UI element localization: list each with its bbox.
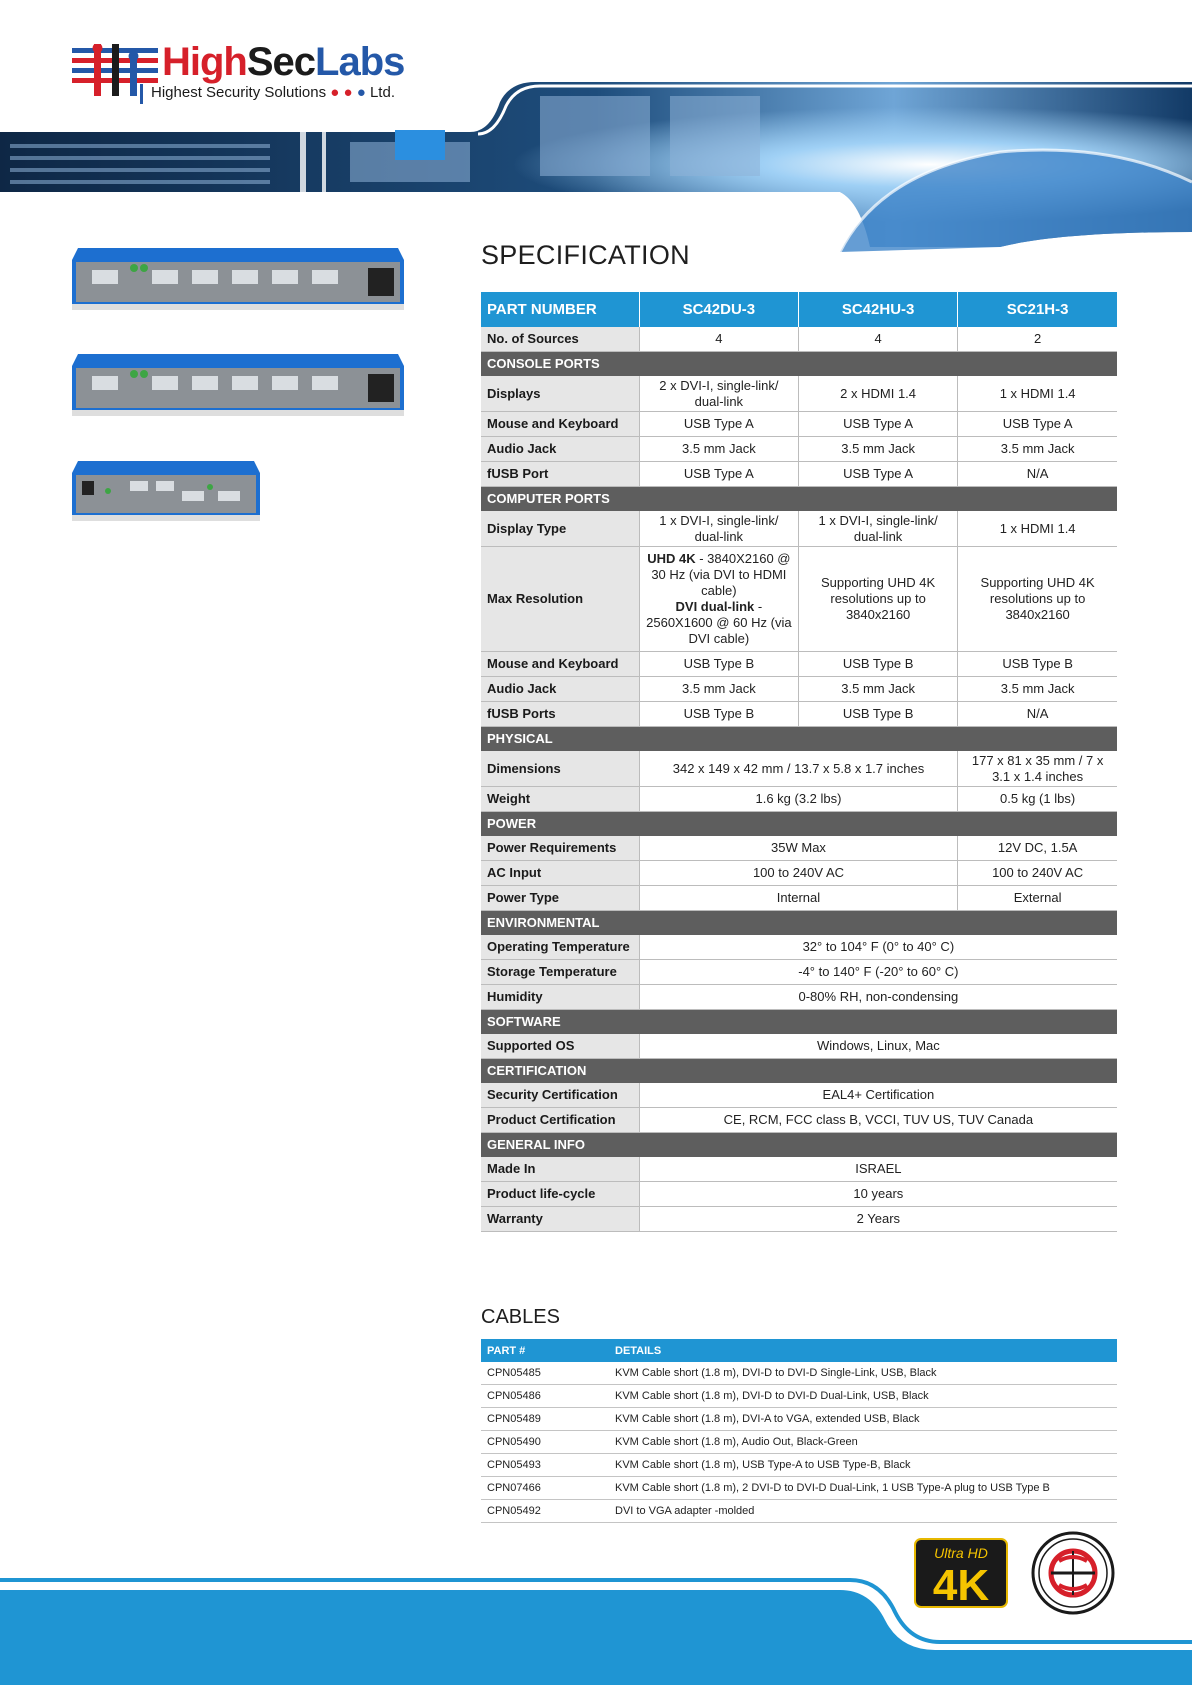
product-image-sc42hu xyxy=(72,354,404,416)
table-row xyxy=(481,1108,1117,1133)
table-cell: 2 Years xyxy=(639,1207,1117,1232)
row-label: Mouse and Keyboard xyxy=(481,652,639,677)
row-label: Humidity xyxy=(481,985,639,1010)
part-number: CPN05489 xyxy=(481,1408,609,1431)
table-row xyxy=(481,1207,1117,1232)
row-label: Audio Jack xyxy=(481,677,639,702)
table-cell: USB Type B xyxy=(639,702,798,727)
cables-header-cell: PART # xyxy=(481,1339,609,1362)
section-header xyxy=(481,487,1117,512)
table-row xyxy=(481,437,1117,462)
section-title: GENERAL INFO xyxy=(481,1133,1117,1158)
part-details: KVM Cable short (1.8 m), DVI-D to DVI-D Dual-Link, USB, Black xyxy=(609,1385,1117,1408)
common-criteria-icon xyxy=(1031,1531,1115,1615)
part-details: KVM Cable short (1.8 m), 2 DVI-D to DVI-D Dual-Link, 1 USB Type-A plug to USB Type B xyxy=(609,1477,1117,1500)
section-header xyxy=(481,352,1117,377)
section-title: COMPUTER PORTS xyxy=(481,487,1117,512)
table-cell: USB Type A xyxy=(798,462,957,487)
section-title: PHYSICAL xyxy=(481,727,1117,752)
table-cell: External xyxy=(958,886,1117,911)
table-cell: 2 x HDMI 1.4 xyxy=(798,376,957,412)
table-cell: 342 x 149 x 42 mm / 13.7 x 5.8 x 1.7 inches xyxy=(639,751,958,787)
dvi-bold-label: DVI dual-link xyxy=(675,599,755,614)
row-label: Displays xyxy=(481,376,639,412)
spec-header-cell: SC42DU-3 xyxy=(639,292,798,327)
fourk-text: 4K xyxy=(932,1561,990,1608)
table-cell: USB Type A xyxy=(639,412,798,437)
spec-header-cell: PART NUMBER xyxy=(481,292,639,327)
uhd-bold-label: UHD 4K xyxy=(647,551,696,566)
product-image-sc42du xyxy=(72,248,404,310)
section-title: ENVIRONMENTAL xyxy=(481,911,1117,936)
table-row xyxy=(481,462,1117,487)
table-cell: 3.5 mm Jack xyxy=(639,677,798,702)
table-row xyxy=(481,1500,1117,1523)
table-row xyxy=(481,1385,1117,1408)
row-label: No. of Sources xyxy=(481,327,639,352)
table-cell: 4 xyxy=(798,327,957,352)
part-details: KVM Cable short (1.8 m), DVI-D to DVI-D Single-Link, USB, Black xyxy=(609,1362,1117,1385)
header-banner xyxy=(0,82,1192,252)
table-row xyxy=(481,1454,1117,1477)
table-row xyxy=(481,1182,1117,1207)
part-number: CPN07466 xyxy=(481,1477,609,1500)
logo-wordmark: HighSecLabs xyxy=(162,40,405,84)
table-cell: 1 x DVI-I, single-link/ dual-link xyxy=(798,511,957,547)
table-cell: USB Type A xyxy=(958,412,1117,437)
product-image-sc21h xyxy=(72,461,260,521)
table-row xyxy=(481,327,1117,352)
logo-tagline: Highest Security Solutions ● ● ● Ltd. xyxy=(140,84,395,104)
row-label: fUSB Port xyxy=(481,462,639,487)
specification-table xyxy=(481,292,1117,1232)
table-cell: USB Type B xyxy=(639,652,798,677)
table-cell: 32° to 104° F (0° to 40° C) xyxy=(639,935,1117,960)
dvi-detail: - 2560X1600 @ 60 Hz (via DVI cable) xyxy=(646,599,792,646)
table-row xyxy=(481,1362,1117,1385)
table-cell: 1.6 kg (3.2 lbs) xyxy=(639,787,958,812)
table-row xyxy=(481,1034,1117,1059)
table-row xyxy=(481,935,1117,960)
spec-header-row xyxy=(481,292,1117,327)
table-row xyxy=(481,960,1117,985)
row-label: Power Type xyxy=(481,886,639,911)
row-label: Dimensions xyxy=(481,751,639,787)
table-cell: 3.5 mm Jack xyxy=(798,437,957,462)
table-cell: -4° to 140° F (-20° to 60° C) xyxy=(639,960,1117,985)
table-row xyxy=(481,376,1117,412)
section-header xyxy=(481,911,1117,936)
row-label: fUSB Ports xyxy=(481,702,639,727)
row-label: Supported OS xyxy=(481,1034,639,1059)
table-cell: USB Type B xyxy=(958,652,1117,677)
part-details: KVM Cable short (1.8 m), DVI-A to VGA, extended USB, Black xyxy=(609,1408,1117,1431)
ultra-hd-text: Ultra HD xyxy=(934,1545,988,1561)
table-cell: 1 x HDMI 1.4 xyxy=(958,376,1117,412)
cables-header-cell: DETAILS xyxy=(609,1339,1117,1362)
table-row xyxy=(481,511,1117,547)
spec-header-cell: SC21H-3 xyxy=(958,292,1117,327)
table-row xyxy=(481,702,1117,727)
table-cell: USB Type A xyxy=(798,412,957,437)
specification-title: SPECIFICATION xyxy=(481,240,690,270)
section-title: CERTIFICATION xyxy=(481,1059,1117,1084)
table-cell: 1 x DVI-I, single-link/ dual-link xyxy=(639,511,798,547)
row-label: Operating Temperature xyxy=(481,935,639,960)
table-cell: 3.5 mm Jack xyxy=(958,437,1117,462)
table-cell: ISRAEL xyxy=(639,1157,1117,1182)
table-cell: USB Type B xyxy=(798,652,957,677)
table-row xyxy=(481,1157,1117,1182)
table-row xyxy=(481,652,1117,677)
table-row xyxy=(481,751,1117,787)
section-header xyxy=(481,727,1117,752)
part-details: KVM Cable short (1.8 m), USB Type-A to USB Type-B, Black xyxy=(609,1454,1117,1477)
part-number: CPN05486 xyxy=(481,1385,609,1408)
section-title: SOFTWARE xyxy=(481,1010,1117,1035)
table-row xyxy=(481,1083,1117,1108)
table-cell: 35W Max xyxy=(639,836,958,861)
cables-title: CABLES xyxy=(481,1306,560,1328)
ultra-hd-4k-badge xyxy=(914,1538,1008,1608)
footer-wave xyxy=(0,1560,1192,1685)
part-details: DVI to VGA adapter -molded xyxy=(609,1500,1117,1523)
table-cell xyxy=(639,547,798,652)
table-row xyxy=(481,861,1117,886)
table-row xyxy=(481,886,1117,911)
spec-header-cell: SC42HU-3 xyxy=(798,292,957,327)
table-cell: N/A xyxy=(958,702,1117,727)
table-row xyxy=(481,1477,1117,1500)
row-label: Display Type xyxy=(481,511,639,547)
row-label: Mouse and Keyboard xyxy=(481,412,639,437)
table-cell: 100 to 240V AC xyxy=(958,861,1117,886)
table-cell: Windows, Linux, Mac xyxy=(639,1034,1117,1059)
table-cell: 0.5 kg (1 lbs) xyxy=(958,787,1117,812)
table-cell: 2 xyxy=(958,327,1117,352)
table-row xyxy=(481,985,1117,1010)
row-label: Product Certification xyxy=(481,1108,639,1133)
table-cell: 4 xyxy=(639,327,798,352)
section-header xyxy=(481,1133,1117,1158)
section-header xyxy=(481,1010,1117,1035)
row-label: Weight xyxy=(481,787,639,812)
row-label: Product life-cycle xyxy=(481,1182,639,1207)
table-cell: USB Type A xyxy=(639,462,798,487)
part-number: CPN05493 xyxy=(481,1454,609,1477)
row-label: Storage Temperature xyxy=(481,960,639,985)
table-cell: 177 x 81 x 35 mm / 7 x 3.1 x 1.4 inches xyxy=(958,751,1117,787)
table-cell: 12V DC, 1.5A xyxy=(958,836,1117,861)
table-row xyxy=(481,547,1117,652)
row-label: AC Input xyxy=(481,861,639,886)
part-number: CPN05490 xyxy=(481,1431,609,1454)
table-cell: 0-80% RH, non-condensing xyxy=(639,985,1117,1010)
table-cell: 10 years xyxy=(639,1182,1117,1207)
table-row xyxy=(481,677,1117,702)
row-label: Security Certification xyxy=(481,1083,639,1108)
table-row xyxy=(481,1408,1117,1431)
table-cell: CE, RCM, FCC class B, VCCI, TUV US, TUV Canada xyxy=(639,1108,1117,1133)
table-row xyxy=(481,836,1117,861)
part-details: KVM Cable short (1.8 m), Audio Out, Black-Green xyxy=(609,1431,1117,1454)
section-header xyxy=(481,1059,1117,1084)
table-row xyxy=(481,1431,1117,1454)
table-cell: 2 x DVI-I, single-link/ dual-link xyxy=(639,376,798,412)
part-number: CPN05485 xyxy=(481,1362,609,1385)
table-cell: Supporting UHD 4K resolutions up to 3840x2160 xyxy=(958,547,1117,652)
section-title: POWER xyxy=(481,812,1117,837)
row-label: Made In xyxy=(481,1157,639,1182)
cables-header-row xyxy=(481,1339,1117,1362)
cables-table xyxy=(481,1339,1117,1523)
section-title: CONSOLE PORTS xyxy=(481,352,1117,377)
row-label: Power Requirements xyxy=(481,836,639,861)
table-cell: 3.5 mm Jack xyxy=(958,677,1117,702)
table-cell: 3.5 mm Jack xyxy=(639,437,798,462)
part-number: CPN05492 xyxy=(481,1500,609,1523)
table-cell: Supporting UHD 4K resolutions up to 3840x2160 xyxy=(798,547,957,652)
table-cell: Internal xyxy=(639,886,958,911)
table-cell: 3.5 mm Jack xyxy=(798,677,957,702)
row-label: Audio Jack xyxy=(481,437,639,462)
table-cell: 1 x HDMI 1.4 xyxy=(958,511,1117,547)
row-label: Warranty xyxy=(481,1207,639,1232)
table-cell: 100 to 240V AC xyxy=(639,861,958,886)
row-label: Max Resolution xyxy=(481,547,639,652)
uhd-detail: - 3840X2160 @ 30 Hz (via DVI to HDMI cable) xyxy=(651,551,791,598)
section-header xyxy=(481,812,1117,837)
table-cell: USB Type B xyxy=(798,702,957,727)
table-row xyxy=(481,787,1117,812)
table-row xyxy=(481,412,1117,437)
table-cell: EAL4+ Certification xyxy=(639,1083,1117,1108)
table-cell: N/A xyxy=(958,462,1117,487)
